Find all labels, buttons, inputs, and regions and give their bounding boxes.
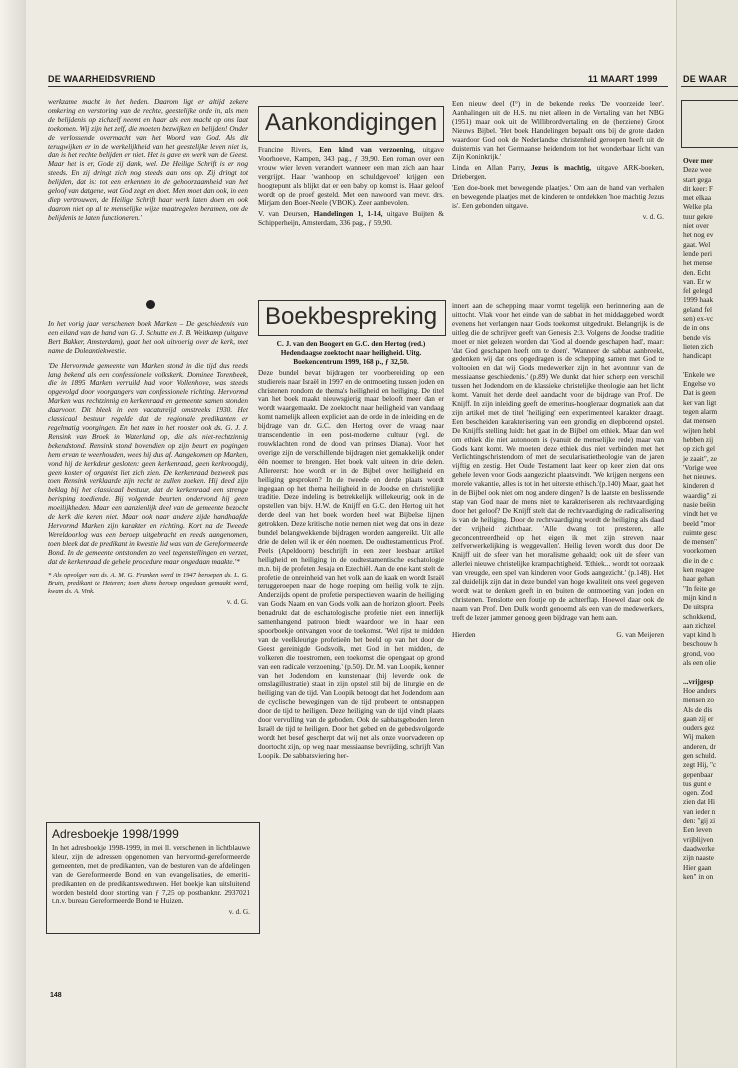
next-page-line: gaat. Wel [683, 239, 711, 249]
next-page-line: lieten zich [683, 341, 714, 351]
next-page-line: van. Er w [683, 276, 712, 286]
next-page-line: je zaait", ze [683, 453, 717, 463]
announce3-title: Jezus is machtig, [531, 163, 592, 173]
boekbespreking-col1 [258, 340, 444, 1005]
adresboekje-title: Adresboekje 1998/1999 [52, 827, 179, 841]
next-page-line: ken" in on [683, 871, 714, 881]
running-header-date: 11 MAART 1999 [588, 74, 658, 84]
intro-text: werkzame macht in het heden. Daarom ligt er altijd zekere omkering en verstoring van de rechte, geestelijke orde in, als men de belijdenis op zichzelf neemt en haar als een macht op ons laat toekomen. Wij zijn het zelf, die moeten bezwijken en belijden! Onder de verlossende overmacht van het Woord van God. Als dit terugwijken er in de werkelijkheid van het geestelijke leven niet is, dan is het rechte belijden er niet. Het is gave en werk van de Geest. Maar het is er, Gode zij dank, wel. De Heilige Schrift is er nog steeds. En zij dringt zich nog steeds aan ons op. Zij dringt tot belijden, dat is: tot een erkennen in de gehoorzaamheid van het geloof van datgene, wat God zegt en doet. Men moet dan ook, in een diep vertrouwen, de Heilige Schrift haar werk laten doen en ook daarom niet op al te menselijke wijze maatregelen beramen, om de belijdenis te laten functioneren.' [48, 98, 248, 222]
aankondigingen-col1 [258, 146, 444, 272]
next-page-line: het nieuws. [683, 472, 717, 482]
next-page-line: Deze wee [683, 165, 712, 175]
next-page-line: Engelse vo [683, 379, 716, 389]
next-page-line [683, 361, 718, 370]
announce2-title: Handelingen 1, 1-14, [313, 209, 383, 219]
next-page-line: ken reagee [683, 565, 715, 575]
aankondigingen-signature: v. d. G. [642, 211, 664, 221]
next-page-line: handicapt [683, 351, 712, 361]
next-page-line: Dat is geen [683, 388, 716, 398]
marken-paragraph: In het vorig jaar verschenen boek Marken – De geschiedenis van een eiland van de hand van G. J. Schutte en J. B. Weitkamp (uitgave Bert Bakker, Amsterdam), gaat het ook uitvoerig over de kerk, met name de Doleantiekwestie. [48, 320, 248, 355]
next-page-line: het mense [683, 258, 713, 268]
review-text-part2: innert aan de schepping maar vormt tegelijk een herinnering aan de uittocht. Vlak voor het einde van de sabbat in het middaggebed wordt evenens het verlangen naar Gods toekomst uitgedrukt. Belangrijk is de uitleg die de schrijver geeft van Genesis 2:3. Volgens de Joodse traditie moet er niet gelezen worden dat 'God al doende geschapen had', maar: 'dat God geschapen heeft om te doen'. 'Wanneer de sabbat aanbreekt, gedenken wij dat ons opgedragen is de schepping samen met God te voltooien en dat wij Gods medewerker zijn in het avontuur van de messiaanse geschiedenis.' (p.89) We dunkt dat hier scherp een verschil tussen het Jodendom en de klassieke christelijke theologie aan het licht komt. Vanuit het derde deel aandacht voor de bijdrage van Prof. De Knijff. In zijn inleiding geeft de emeritus-hoogleraar dogmatiek aan dat zijn artikel met de titel 'heiliging' een experimenteel karakter draagt. Een bescheiden karakterisering van een grondig en diepborend opstel. De Knijffs stelling luidt: het gaat in de Bijbel om ethiek. Maar dan wel om ethiek die niet autonoom is (vanuit de menselijke rede) maar van Gods kant komt. We moeten deze ethiek dus niet verbinden met het Verlichtingschristendom of met de secularisatietheologie van de jaren vijftig en zestig. Het Oude Testament laat keer op keer zien dat ons gehele leven voor Gods aangezicht plaatsvindt. 'We krijgen nergens een morele vakantie, alles is tot in het uiterste ethisch.'(p.140) Maar, gaat het in de Bijbel ook niet om nog andere dingen? Is de laatste en beslissende stap van God naar de mens niet te karakteriseren als rechtvaardiging door het geloof? De Knijff stelt dat de rechtvaardiging de radicalisering is van de heiliging. Door de rechtvaardiging wordt de heiliging als daad der vrijheid zichtbaar. 'Alle dwang tot presteren, alle geconcentreerdheid op het eigen ik met zijn streven naar zelfverwerkelijking is weggevallen'. Heilig leven wordt dus door De Knijff uit de sfeer van het moralisme gehaald; ook uit de sfeer van allerlei nieuwe christelijke krampachtigheid. 'Ethiek... wordt tot oorzaak van vreugde, een spel van kinderen voor Gods aangezicht.' (p.148). Het zal duidelijk zijn dat in deze bundel van hoge kwaliteit ons veel gegeven wordt wat te denken geeft in en buiten de ontmoeting van joden en christenen. Tenslotte een foutje op de achterflap. Hoewel daar ook de naam van Prof. Den Dulk wordt genoemd als een van de medewerkers, treft de lezer jammer genoeg geen bijdrage van hem aan. [452, 302, 664, 622]
announce1-text: uitgave Voorhoeve, Kampen, 343 pag., ƒ 39,90. Een roman over een vrouw wier leven verandert wanneer een man zich aan haar vergrijpt. Haar 'wanhoop en schuldgevoel' krijgen een hoogtepunt als blijkt dat er een baby op komst is. Haar geloof wordt op de proef gesteld. Met een nawoord van mevr. drs. Mirjam den Boer-Neele (VBOK). Zeer aanbevolen. [258, 146, 444, 208]
next-page-line: die in de c [683, 555, 714, 565]
next-page-line: ruimte gesc [683, 527, 717, 537]
next-page-line: 'Vorige wee [683, 462, 718, 472]
aankondigingen-col2 [452, 100, 664, 282]
next-page-line: Een leven [683, 825, 712, 835]
announce2-text: uitgave Buijten & Schipperheijn, Amsterdam, 336 pag., ƒ 59,90. [258, 209, 444, 228]
next-page-line: Wij maken [683, 732, 715, 742]
next-page-line: de mensen" [683, 537, 717, 547]
announce2-author: V. van Deursen, [258, 209, 314, 219]
boekbespreking-heading-box [258, 300, 446, 336]
next-page-line: bende vis [683, 332, 711, 342]
next-page-line: grond, voo [683, 648, 715, 658]
review-signature-row [452, 631, 664, 640]
next-page-line: den. Echt [683, 267, 711, 277]
next-page-line: lende peri [683, 248, 712, 258]
boekbespreking-title: Boekbespreking [265, 303, 438, 330]
signature: v. d. G. [226, 597, 248, 607]
next-page-line: voorkomen [683, 546, 717, 556]
footnote: * Als opvolger van ds. A. M. G. Franken werd in 1947 beroepen ds. L. G. Bruin, predikant te Heteren; toen diens beroep ongedaan gemaakt werd, kwam ds. A. Vink. [48, 572, 248, 596]
announce3-text: uitgave ARK-boeken, Driebergen. [452, 163, 664, 182]
next-page-line: Hier gaan [683, 862, 712, 872]
next-page-line: zijn naaste [683, 853, 714, 863]
adresboekje-text: In het adresboekje 1998-1999, in mei ll. verschenen in lichtblauwe kleur, zijn de adressen opgenomen van hervormd-gereformeerde gemeenten, met de predikanten, van de besturen van de afdelingen van de Gereformeerde Bond en van evangelisaties, de emeriti-predikanten en de predikantsweduwen. Het boekje kan uitsluitend worden besteld door storting van ƒ 7,25 op postbanknr. 2937021 t.n.v. bureau Gereformeerde Bond te Huizen. [52, 844, 250, 906]
next-page-rule [681, 86, 738, 87]
next-page-line: ker van ligt [683, 397, 717, 407]
next-page-line: op zich gel [683, 444, 716, 454]
adresboekje-box [46, 822, 260, 934]
next-page-line: Als de dis [683, 704, 713, 714]
boekbespreking-col2 [452, 302, 664, 902]
next-page-line: gaan zij er [683, 713, 714, 723]
left-column-marken [48, 320, 248, 800]
announce2-continued: Een nieuw deel (I°) in de bekende reeks 'De voorzeide leer'. Aanhalingen uit de H.S. nu niet alleen in de Vertaling van het NBG (1951) maar ook uit de Willibrordvertaling en de (herziene) Groot Nieuws Bijbel. 'Het boek Handelingen bepaalt ons bij de grote daden waardoor God ook de Nederlandse christenheid geroepen heeft uit de duisternis van het Germaanse heidendom tot het wonderbaar licht van Zijn Koninkrijk.' [452, 100, 664, 162]
next-page-header: DE WAAR [683, 74, 727, 84]
next-page-line: tuur gekre [683, 211, 713, 221]
next-page-line: tus gunt e [683, 778, 712, 788]
running-header-publication: DE WAARHEIDSVRIEND [48, 74, 156, 84]
adresboekje-body [52, 844, 250, 919]
next-page-line: vapt kind h [683, 630, 716, 640]
next-page-line: anderen, dr [683, 741, 716, 751]
next-page-line: Hoe anders [683, 685, 717, 695]
next-page-heading-box [681, 100, 738, 148]
next-page-line: fel gelegd [683, 286, 712, 296]
next-page-line: aan zichzel [683, 620, 716, 630]
aankondigingen-title: Aankondigingen [265, 109, 438, 136]
next-page-line: dat mensen [683, 416, 717, 426]
adresboekje-signature: v. d. G. [228, 907, 250, 917]
adjacent-page [676, 0, 738, 1068]
book-info: C. J. van den Boogert en G.C. den Hertog (red.) Hedendaagse zoektocht naar heiligheid. Uitg. Boekencentrum 1999, 168 p., ƒ 32,50. [276, 340, 426, 366]
next-page-line: ouders gez [683, 723, 715, 733]
next-page-line: hebben zij [683, 434, 714, 444]
next-page-line: wijten hebl [683, 425, 716, 435]
next-page-line: geland fel [683, 304, 712, 314]
next-page-line: tegen alarm [683, 407, 718, 417]
next-page-line: schokkend, [683, 611, 717, 621]
next-page-line: De uitspra [683, 602, 714, 612]
next-page-line: 1999 haak [683, 295, 714, 305]
next-page-line: daadwerke [683, 843, 715, 853]
next-page-line: start gega [683, 174, 712, 184]
next-page-line: Over mer [683, 156, 714, 165]
next-page-line: niet over [683, 221, 709, 231]
review-text-part1: Deze bundel bevat bijdragen ter voorbereiding op een studiereis naar Israël in 1997 en de ontmoeting tussen joden en christenen rondom de thema's heiligheid en heiliging. De titel van het boek maakt nieuwsgierig maar belooft meer dan er wordt waargemaakt. De zoektocht naar heiligheid van vandaag komt namelijk alleen expliciet aan de orde in de inleiding en de bijdrage van dr. G.C. den Hertog over de vraag naar transcendentie in een post-moderne cultuur (vgl. de rouwklachten rond de dood van prinses Diana). Voor het overige zijn de verschillende bijdragen niet gemakkelijk onder één noemer te brengen. Het boek valt uiteen in drie delen. Allereerst: hoe wordt er in de Bijbel over heiligheid en heiliging gesproken? In de tweede en derde plaats wordt ingegaan op het thema heiligheid in de Joodse en christelijke traditie. Deze indeling is betrekkelijk willekeurig; ook in de opstellen van bijv. H.W. de Knijff en G.C. den Hertog uit het derde deel van het boek worden heel wat Bijbelse lijnen getrokken. Deze kritische notie nemen niet weg dat ons in deze bundel belangwekkende bijdragen worden aangereikt. Uit alle drie de delen wil ik er één noemen. De oudtestamenticus Prof. Peels (Apeldoorn) beschrijft in een zeer leesbaar artikel heiligheid en heiliging in de oudtestamentische eschatologie m.n. bij de profeten Jesaja en Ezechiël. Aan de ene kant stelt de profetie de onreinheid van het volk aan de kaak en wordt Israël teruggeroepen naar de hoge roeping om heilig volk te zijn. Anderzijds opent de profetie perspectieven waarin de heiliging van Gods Naam en van Gods volk aan de horizon gloort. Peels benadrukt dat de eschatologische profetie niet een innerlijk samenhangend patroon biedt waardoor we in haar een spoorboekje ontvangen voor de toekomst. 'Wel rijst te midden van de veelkleurige profetieën het beeld op van het door de Geest gereinigde Godsvolk, met God in het midden, de volkeren die toestromen, een toekomst die opengaat op grond van een radicale verzoening.' (p.50). Dr. M. van Loopik, kenner van het Jodendom en kunstenaar (hij leverde ook de omslagillustratie) staat in zijn opstel stil bij de liturgie en de heiliging van de tijd. Van Loopik betoogt dat het Jodendom aan de cyclische bewegingen van de tijd probeert te ontsnappen door de tijd te heiligen. Deze heiliging van de tijd vindt plaats door vervulling van de geboden. Ook de sabbatsgeboden leren Israël de tijd te heiligen. Door het gebed en de gebedsvolgorde wordt het besef gescherpt dat wij net als onze voorvaderen op doortocht zijn, op weg naar messiaanse bevrijding, schrijft Van Loopik. De sabbatsviering her- [258, 367, 444, 760]
next-page-column [683, 156, 718, 881]
next-page-line: 'Enkele we [683, 369, 715, 379]
next-page-line: de in ons [683, 323, 710, 333]
section-bullet [146, 300, 155, 309]
next-page-line: mensen zo [683, 695, 715, 705]
next-page-line: nasie beëin [683, 499, 716, 509]
review-location: Hierden [452, 629, 476, 639]
next-page-line: vindt het ve [683, 509, 718, 519]
next-page-line: zien dat Hi [683, 797, 716, 807]
next-page-line: ogen. Zod [683, 788, 713, 798]
announce3-description: 'Een doe-boek met bewegende plaatjes.' Om aan de hand van verhalen en bewegende plaatjes met de kinderen te ontdekken 'hoe machtig Jezus is'. Een gebonden uitgave. [452, 183, 664, 210]
next-page-line: Welke pla [683, 202, 713, 212]
next-page-line: dit keer: F [683, 183, 713, 193]
announce3-author: Linda en Allan Parry, [452, 163, 532, 173]
review-author: G. van Meijeren [616, 629, 664, 639]
next-page-line: beeld "mor [683, 518, 716, 528]
next-page-line: waardig" zi [683, 490, 717, 500]
next-page-line: ...vrijgesp [683, 676, 714, 686]
announce1-title: Een kind van verzoening, [319, 146, 416, 154]
next-page-line: vrijblijven [683, 834, 714, 844]
announce1-author: Francine Rivers, [258, 146, 320, 154]
next-page-line: gen schuld. [683, 751, 717, 760]
marken-quote: 'De Hervormde gemeente van Marken stond in die tijd dus reeds lang bekend als een confessionele volkskerk. Dominee Torenbeek, die in 1895 Marken verruild had voor Vollenhove, was steeds opgevolgd door voorgangers van confessionele richting. Hervormd Marken was rechtzinnig en kerkenraad en gemeente samen stonden daarvoor. Dit bleek in een vacatureijd omstreeks 1930. Het classicaal bestuur regelde dat de regionale predikanten er regelmatig voorgingen. En het nam in het rooster ook ds. G. J. J. Rensink van Broek in Waterland op, die als niet-rechtzinnig bekendstond. Rensink stond bovendien op zijn beurt en pogingen hem ervan te weerhouden, wees hij dus af. Aangekomen op Marken, vond hij de kerkdeur gesloten: geen kerkenraad, geen kerkvoogdij, geen koster of organist liet zich zien. De kerkenraad bezweek pas toen Rensink verklaarde zijn recht te zullen zoeken. Hij deed zijn beklag bij het classicaal bestuur, dat de kerkenraad een strenge berisping toediende. Bij volgende beurten ondervond hij geen moeilijkheden. Maar een aanzienlijk deel van de gemeente bezocht de kerk die keren niet. Maar ook naar andere zijde handhaafde Hervormd Marken zijn karakter en richting. Kort na de Tweede Wereldoorlog was een beroep uitgebracht en reeds aangenomen, toen bleek dat de predikant in kwestie lid was van de Gereformeerde Bond. In de gemeente ontstonden zo veel tegenstellingen en verzet, dat de kerkenraad de gehele procedure maar ongedaan maakte.'* [48, 360, 248, 566]
next-page-line: sen) ex-vc [683, 314, 714, 324]
binding-gutter [0, 0, 26, 1068]
header-rule [48, 86, 668, 87]
next-page-line: gepenbaar [683, 769, 713, 779]
next-page-line: met elkaa [683, 193, 712, 203]
page-number: 148 [50, 992, 62, 999]
next-page-line: zegt Hij, "c [683, 760, 717, 770]
next-page-line: mijn kind n [683, 592, 717, 602]
next-page-line: kinderen d [683, 481, 715, 491]
next-page-line [683, 667, 718, 676]
next-page-line: "In feite ge [683, 583, 716, 593]
aankondigingen-heading-box [258, 106, 444, 142]
next-page-line: haar gehan [683, 574, 715, 584]
next-page-line: van ieder n [683, 806, 716, 816]
next-page-line: den: "gij zi [683, 816, 716, 826]
left-column-intro [48, 98, 248, 283]
next-page-line: het nog ev [683, 230, 714, 240]
next-page-line: als een olie [683, 658, 716, 668]
next-page-line: beschouw h [683, 639, 718, 649]
